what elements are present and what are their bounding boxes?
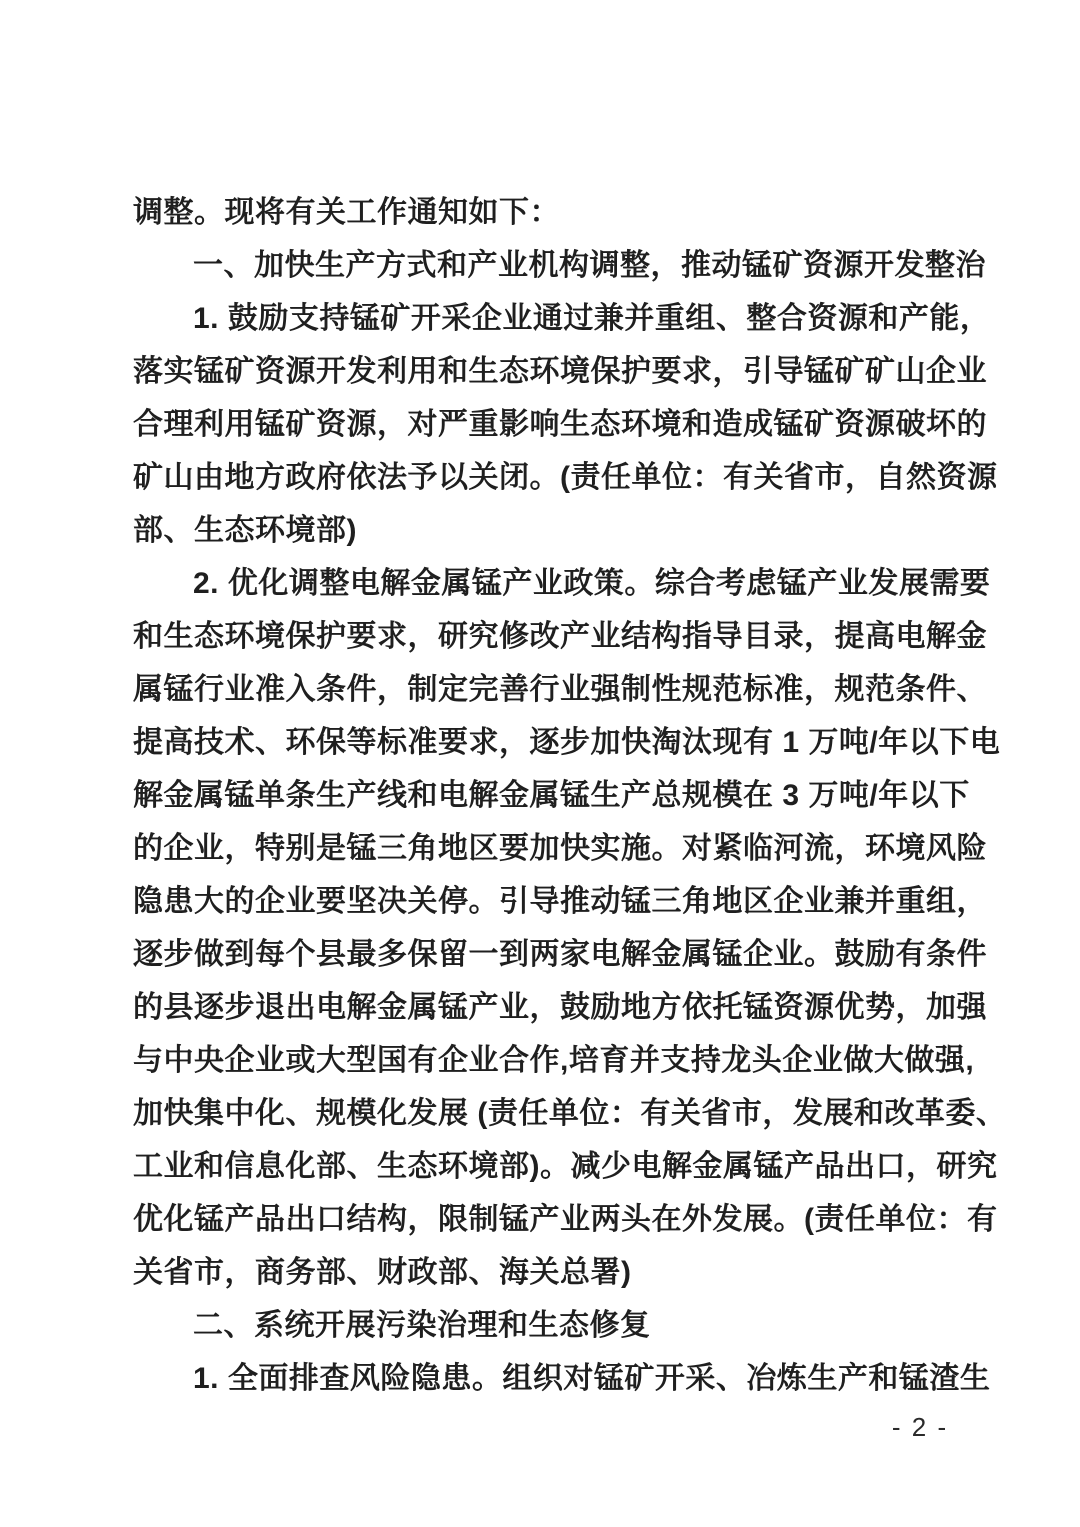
text-line: 优化锰产品出口结构，限制锰产业两头在外发展。(责任单位：有 [133, 1203, 998, 1236]
text-line: 二、系统开展污染治理和生态修复 [193, 1309, 651, 1342]
text-line: 逐步做到每个县最多保留一到两家电解金属锰企业。鼓励有条件 [133, 938, 987, 971]
text-line: 和生态环境保护要求，研究修改产业结构指导目录，提高电解金 [133, 620, 987, 653]
text-line: 落实锰矿资源开发利用和生态环境保护要求，引导锰矿矿山企业 [133, 355, 987, 388]
text-line: 1. 全面排查风险隐患。组织对锰矿开采、冶炼生产和锰渣生 [193, 1362, 991, 1395]
text-line: 一、加快生产方式和产业机构调整，推动锰矿资源开发整治 [193, 249, 986, 282]
text-line: 加快集中化、规模化发展 (责任单位：有关省市，发展和改革委、 [133, 1097, 1007, 1130]
text-line: 隐患大的企业要坚决关停。引导推动锰三角地区企业兼并重组， [133, 885, 987, 918]
text-line: 工业和信息化部、生态环境部)。减少电解金属锰产品出口，研究 [133, 1150, 998, 1183]
text-line: 与中央企业或大型国有企业合作,培育并支持龙头企业做大做强, [133, 1044, 975, 1077]
text-line: 属锰行业准入条件，制定完善行业强制性规范标准，规范条件、 [133, 673, 987, 706]
document-body [133, 186, 1007, 1405]
text-line: 解金属锰单条生产线和电解金属锰生产总规模在 3 万吨/年以下 [133, 779, 970, 812]
text-line: 矿山由地方政府依法予以关闭。(责任单位：有关省市，自然资源 [133, 461, 998, 494]
text-line: 的县逐步退出电解金属锰产业，鼓励地方依托锰资源优势，加强 [133, 991, 987, 1024]
text-line: 的企业，特别是锰三角地区要加快实施。对紧临河流，环境风险 [133, 832, 987, 865]
text-line: 关省市，商务部、财政部、海关总署) [133, 1256, 632, 1289]
page-number: - 2 - [891, 1412, 949, 1442]
text-line: 调整。现将有关工作通知如下： [133, 196, 560, 229]
text-line: 部、生态环境部) [133, 514, 357, 547]
text-line: 提高技术、环保等标准要求，逐步加快淘汰现有 1 万吨/年以下电 [133, 726, 1001, 759]
text-line: 合理利用锰矿资源，对严重影响生态环境和造成锰矿资源破坏的 [133, 408, 987, 441]
text-line: 1. 鼓励支持锰矿开采企业通过兼并重组、整合资源和产能， [193, 302, 991, 335]
text-line: 2. 优化调整电解金属锰产业政策。综合考虑锰产业发展需要 [193, 567, 991, 600]
